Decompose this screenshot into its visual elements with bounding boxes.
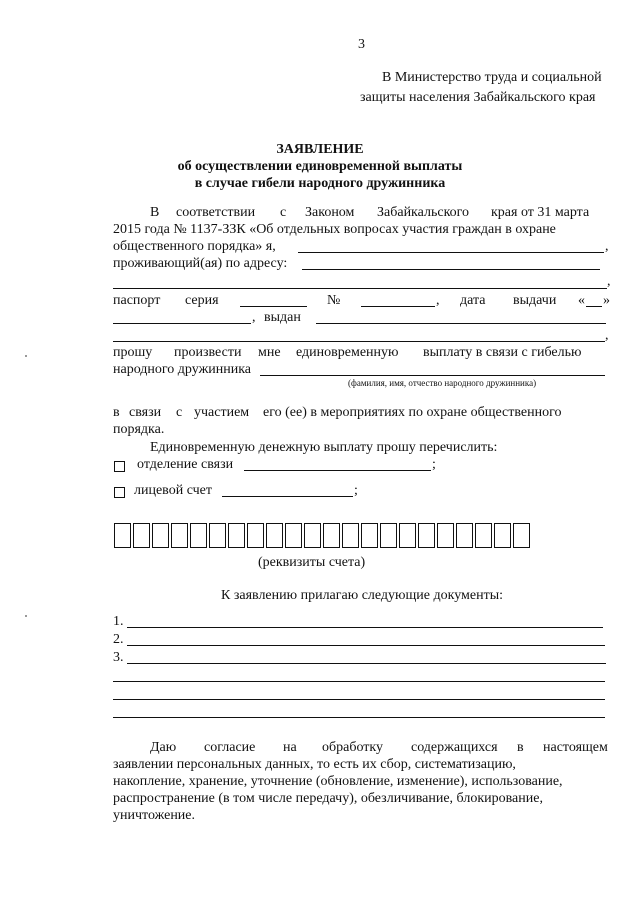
document-item-number: 3.: [113, 650, 124, 665]
payment-heading: Единовременную денежную выплату прошу перечислить:: [150, 440, 498, 455]
account-digit-cell[interactable]: [152, 523, 169, 548]
consent-line: уничтожение.: [113, 808, 196, 823]
passport-label: паспорт: [113, 293, 161, 308]
consent-word: обработку: [322, 740, 383, 755]
personal-account-field[interactable]: [222, 483, 353, 497]
document-title: ЗАЯВЛЕНИЕ: [276, 142, 364, 157]
consent-line: накопление, хранение, уточнение (обновление, изменение), использование,: [113, 774, 563, 789]
participation-word: участием: [194, 405, 250, 420]
account-digit-cell[interactable]: [133, 523, 150, 548]
account-digit-cell[interactable]: [304, 523, 321, 548]
consent-word: настоящем: [543, 740, 608, 755]
account-digit-cell[interactable]: [418, 523, 435, 548]
scan-speck: [25, 355, 27, 357]
post-office-checkbox[interactable]: [114, 461, 125, 472]
consent-word: Даю: [150, 740, 177, 755]
consent-word: на: [283, 740, 297, 755]
document-item-number: 1.: [113, 614, 124, 629]
address-field-line-2[interactable]: [113, 275, 607, 289]
intro-word: с: [280, 205, 287, 220]
participation-word: в: [113, 405, 120, 420]
account-details-grid: [114, 523, 525, 548]
date-label: дата: [460, 293, 486, 308]
applicant-name-field[interactable]: [298, 239, 604, 253]
comma: ,: [605, 239, 609, 254]
address-field[interactable]: [302, 256, 600, 270]
comma: ,: [436, 293, 440, 308]
number-label: №: [327, 293, 341, 308]
intro-word: В: [150, 205, 160, 220]
account-digit-cell[interactable]: [513, 523, 530, 548]
intro-word: края от 31 марта: [491, 205, 590, 220]
document-field-1[interactable]: [127, 614, 603, 628]
personal-account-checkbox[interactable]: [114, 487, 125, 498]
account-digit-cell[interactable]: [456, 523, 473, 548]
scan-speck: [25, 615, 27, 617]
participation-word: с: [176, 405, 183, 420]
intro-word: Законом: [305, 205, 355, 220]
document-subtitle-1: об осуществлении единовременной выплаты: [177, 159, 463, 174]
request-word: произвести: [174, 345, 242, 360]
semicolon: ;: [432, 457, 436, 472]
addressee-line-1: В Министерство труда и социальной: [382, 70, 602, 85]
passport-number-field[interactable]: [361, 293, 435, 307]
account-digit-cell[interactable]: [342, 523, 359, 548]
account-digit-cell[interactable]: [114, 523, 131, 548]
post-office-field[interactable]: [244, 457, 431, 471]
account-digit-cell[interactable]: [266, 523, 283, 548]
request-line-2: народного дружинника: [113, 362, 252, 377]
request-word: выплату в связи с гибелью: [423, 345, 582, 360]
consent-word: в: [517, 740, 524, 755]
comma: ,: [607, 274, 611, 289]
quote-close: »: [603, 293, 610, 308]
document-field-2[interactable]: [127, 632, 605, 646]
document-field-6[interactable]: [113, 704, 605, 718]
document-item-number: 2.: [113, 632, 124, 647]
personal-account-label: лицевой счет: [134, 483, 212, 498]
consent-word: содержащихся: [411, 740, 498, 755]
issued-by-label: выдан: [264, 310, 301, 325]
page-number: 3: [358, 37, 365, 52]
semicolon: ;: [354, 483, 358, 498]
comma: ,: [605, 328, 609, 343]
intro-word: Забайкальского: [377, 205, 470, 220]
document-field-5[interactable]: [113, 686, 605, 700]
account-digit-cell[interactable]: [247, 523, 264, 548]
issued-by-field-line-2[interactable]: [113, 328, 605, 342]
account-digit-cell[interactable]: [190, 523, 207, 548]
account-digit-cell[interactable]: [171, 523, 188, 548]
account-digit-cell[interactable]: [209, 523, 226, 548]
consent-line: заявлении персональных данных, то есть их сбор, систематизацию,: [113, 757, 516, 772]
account-digit-cell[interactable]: [399, 523, 416, 548]
account-digit-cell[interactable]: [323, 523, 340, 548]
passport-series-field[interactable]: [240, 293, 307, 307]
document-field-3[interactable]: [127, 650, 606, 664]
account-details-caption: (реквизиты счета): [258, 555, 366, 570]
intro-line-2: 2015 года № 1137-ЗЗК «Об отдельных вопросах участия граждан в охране: [113, 222, 556, 237]
account-digit-cell[interactable]: [380, 523, 397, 548]
account-digit-cell[interactable]: [475, 523, 492, 548]
consent-line: распространение (в том числе передачу), обезличивание, блокирование,: [113, 791, 543, 806]
post-office-label: отделение связи: [137, 457, 234, 472]
issued-by-field[interactable]: [316, 310, 606, 324]
comma: ,: [252, 310, 256, 325]
issue-day-field[interactable]: [586, 293, 602, 307]
consent-word: согласие: [204, 740, 256, 755]
request-word: мне: [258, 345, 281, 360]
document-field-4[interactable]: [113, 668, 605, 682]
participation-word: его (ее) в мероприятиях по охране общественного: [263, 405, 562, 420]
account-digit-cell[interactable]: [285, 523, 302, 548]
account-digit-cell[interactable]: [437, 523, 454, 548]
issued-label: выдачи: [513, 293, 557, 308]
quote-open: «: [578, 293, 585, 308]
documents-heading: К заявлению прилагаю следующие документы:: [221, 588, 504, 603]
request-word: единовременную: [296, 345, 399, 360]
series-label: серия: [185, 293, 219, 308]
request-word: прошу: [113, 345, 153, 360]
intro-line-3: общественного порядка» я,: [113, 239, 276, 254]
account-digit-cell[interactable]: [228, 523, 245, 548]
account-digit-cell[interactable]: [361, 523, 378, 548]
participation-word: связи: [129, 405, 162, 420]
volunteer-name-caption: (фамилия, имя, отчество народного дружинника): [348, 378, 537, 388]
addressee-line-2: защиты населения Забайкальского края: [360, 90, 596, 105]
volunteer-name-field[interactable]: [260, 362, 605, 376]
address-label: проживающий(ая) по адресу:: [113, 256, 288, 271]
participation-line-2: порядка.: [113, 422, 165, 437]
document-subtitle-2: в случае гибели народного дружинника: [194, 176, 446, 191]
intro-word: соответствии: [176, 205, 256, 220]
issue-month-year-field[interactable]: [113, 310, 251, 324]
account-digit-cell[interactable]: [494, 523, 511, 548]
